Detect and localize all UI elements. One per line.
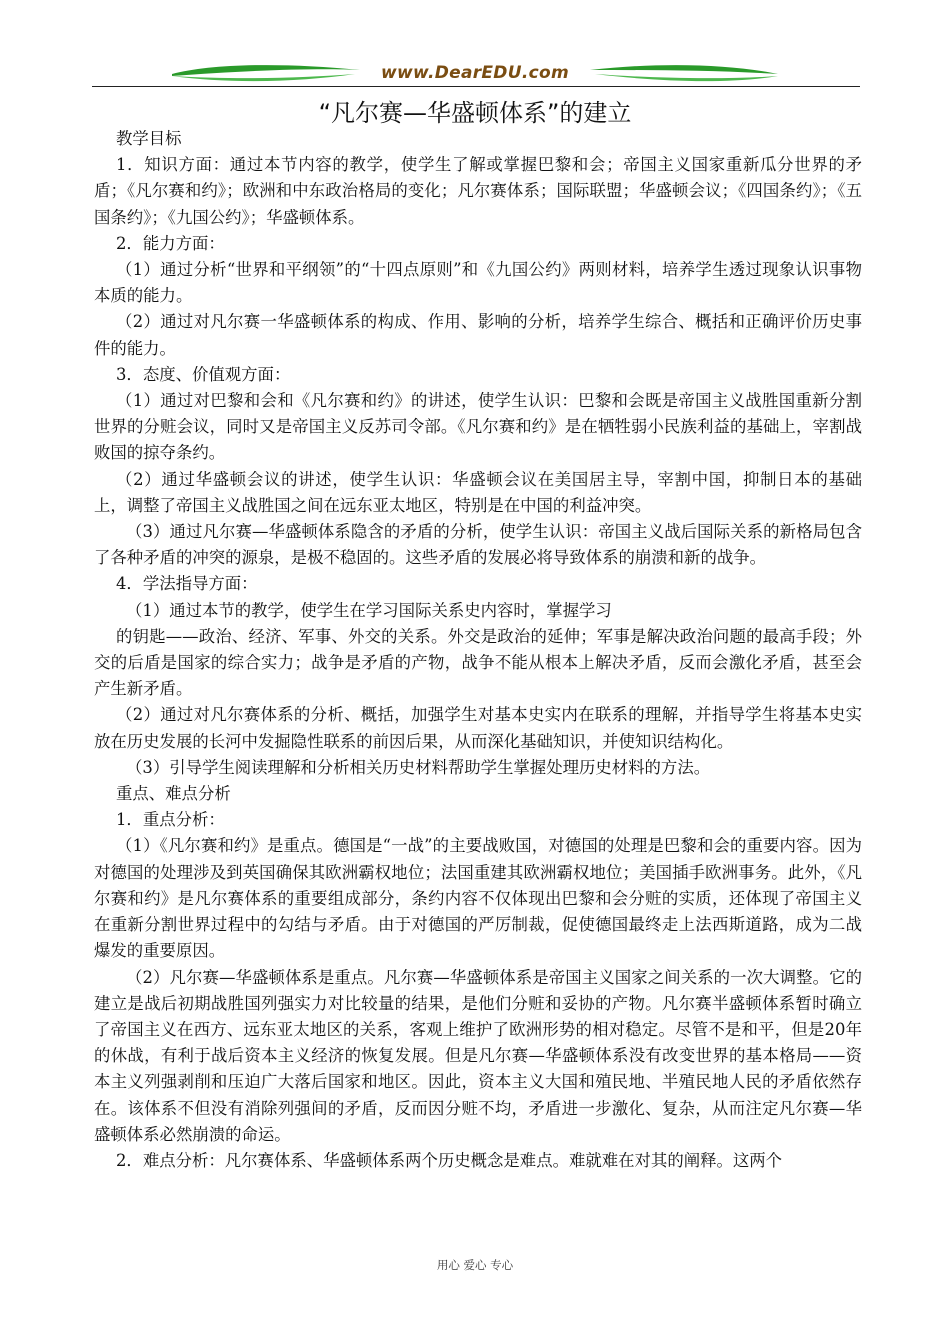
page-title: “凡尔赛—华盛顿体系”的建立 (318, 99, 632, 127)
paragraph: （2）通过对凡尔赛一华盛顿体系的构成、作用、影响的分析，培养学生综合、概括和正确评价历史事件的能力。 (94, 312, 862, 358)
document-body (94, 126, 862, 1174)
paragraph: 2．难点分析：凡尔赛体系、华盛顿体系两个历史概念是难点。难就难在对其的阐释。这两个 (116, 1150, 783, 1170)
paragraph: （3）通过凡尔赛—华盛顿体系隐含的矛盾的分析，使学生认识：帝国主义战后国际关系的新格局包含了各种矛盾的冲突的源泉，是极不稳固的。这些矛盾的发展必将导致体系的崩溃和新的战争。 (94, 522, 862, 568)
header-divider (92, 86, 860, 87)
paragraph: 1．重点分析： (116, 810, 225, 830)
paragraph: （1）通过分析“世界和平纲领”的“十四点原则”和《九国公约》两则材料，培养学生透过现象认识事物本质的能力。 (94, 260, 862, 306)
paragraph: （1）通过对巴黎和会和《凡尔赛和约》的讲述，使学生认识：巴黎和会既是帝国主义战胜国重新分割世界的分赃会议，同时又是帝国主义反苏司令部。《凡尔赛和约》是在牺牲弱小民族利益的基础上，宰割战败国的掠夺条约。 (94, 391, 862, 463)
site-logo-banner (170, 60, 780, 88)
paragraph: （1）《凡尔赛和约》是重点。德国是“一战”的主要战败国，对德国的处理是巴黎和会的重要内容。因为对德国的处理涉及到英国确保其欧洲霸权地位；法国重建其欧洲霸权地位；美国插手欧洲事务。此外，《凡尔赛和约》是凡尔赛体系的重要组成部分，条约内容不仅体现出巴黎和会分赃的实质，还体现了帝国主义在重新分割世界过程中的勾结与矛盾。由于对德国的严厉制裁，促使德国最终走上法西斯道路，成为二战爆发的重要原因。 (94, 836, 862, 961)
paragraph: （2）凡尔赛—华盛顿体系是重点。凡尔赛—华盛顿体系是帝国主义国家之间关系的一次大调整。它的建立是战后初期战胜国列强实力对比较量的结果，是他们分赃和妥协的产物。凡尔赛半盛顿体系暂时确立了帝国主义在西方、远东亚太地区的关系，客观上维护了欧洲形势的相对稳定。尽管不是和平，但是20年的休战，有利于战后资本主义经济的恢复发展。但是凡尔赛—华盛顿体系没有改变世界的基本格局——资本主义列强剥削和压迫广大落后国家和地区。因此，资本主义大国和殖民地、半殖民地人民的矛盾依然存在。该体系不但没有消除列强间的矛盾，反而因分赃不均，矛盾进一步激化、复杂，从而注定凡尔赛—华盛顿体系必然崩溃的命运。 (94, 967, 862, 1144)
paragraph: 教学目标 (116, 129, 182, 148)
paragraph: （2）通过对凡尔赛体系的分析、概括，加强学生对基本史实内在联系的理解，并指导学生将基本史实放在历史发展的长河中发掘隐性联系的前因后果，从而深化基础知识，并使知识结构化。 (94, 705, 862, 751)
paragraph: 4．学法指导方面： (116, 574, 258, 594)
paragraph: 2．能力方面： (116, 233, 225, 253)
paragraph: 1．知识方面：通过本节内容的教学，使学生了解或掌握巴黎和会；帝国主义国家重新瓜分世界的矛盾；《凡尔赛和约》；欧洲和中东政治格局的变化；凡尔赛体系；国际联盟；华盛顿会议；《四国条约》；《五国条约》；《九国公约》；华盛顿体系。 (94, 155, 862, 227)
paragraph: 3．态度、价值观方面： (116, 364, 291, 384)
paragraph: （3）引导学生阅读理解和分析相关历史材料帮助学生掌握处理历史材料的方法。 (126, 757, 711, 777)
paragraph: （2）通过华盛顿会议的讲述，使学生认识：华盛顿会议在美国居主导，宰割中国，抑制日本的基础上，调整了帝国主义战胜国之间在远东亚太地区，特别是在中国的利益冲突。 (94, 469, 862, 515)
logo-text: www.DearEDU.com (381, 63, 569, 83)
paragraph: （1）通过本节的教学，使学生在学习国际关系史内容时，掌握学习 (126, 600, 612, 620)
page-footer: 用心 爱心 专心 (436, 1258, 514, 1272)
paragraph: 的钥匙——政治、经济、军事、外交的关系。外交是政治的延伸；军事是解决政治问题的最高手段；外交的后盾是国家的综合实力；战争是矛盾的产物，战争不能从根本上解决矛盾，反而会激化矛盾，甚至会产生新矛盾。 (94, 626, 862, 699)
paragraph: 重点、难点分析 (116, 784, 231, 804)
